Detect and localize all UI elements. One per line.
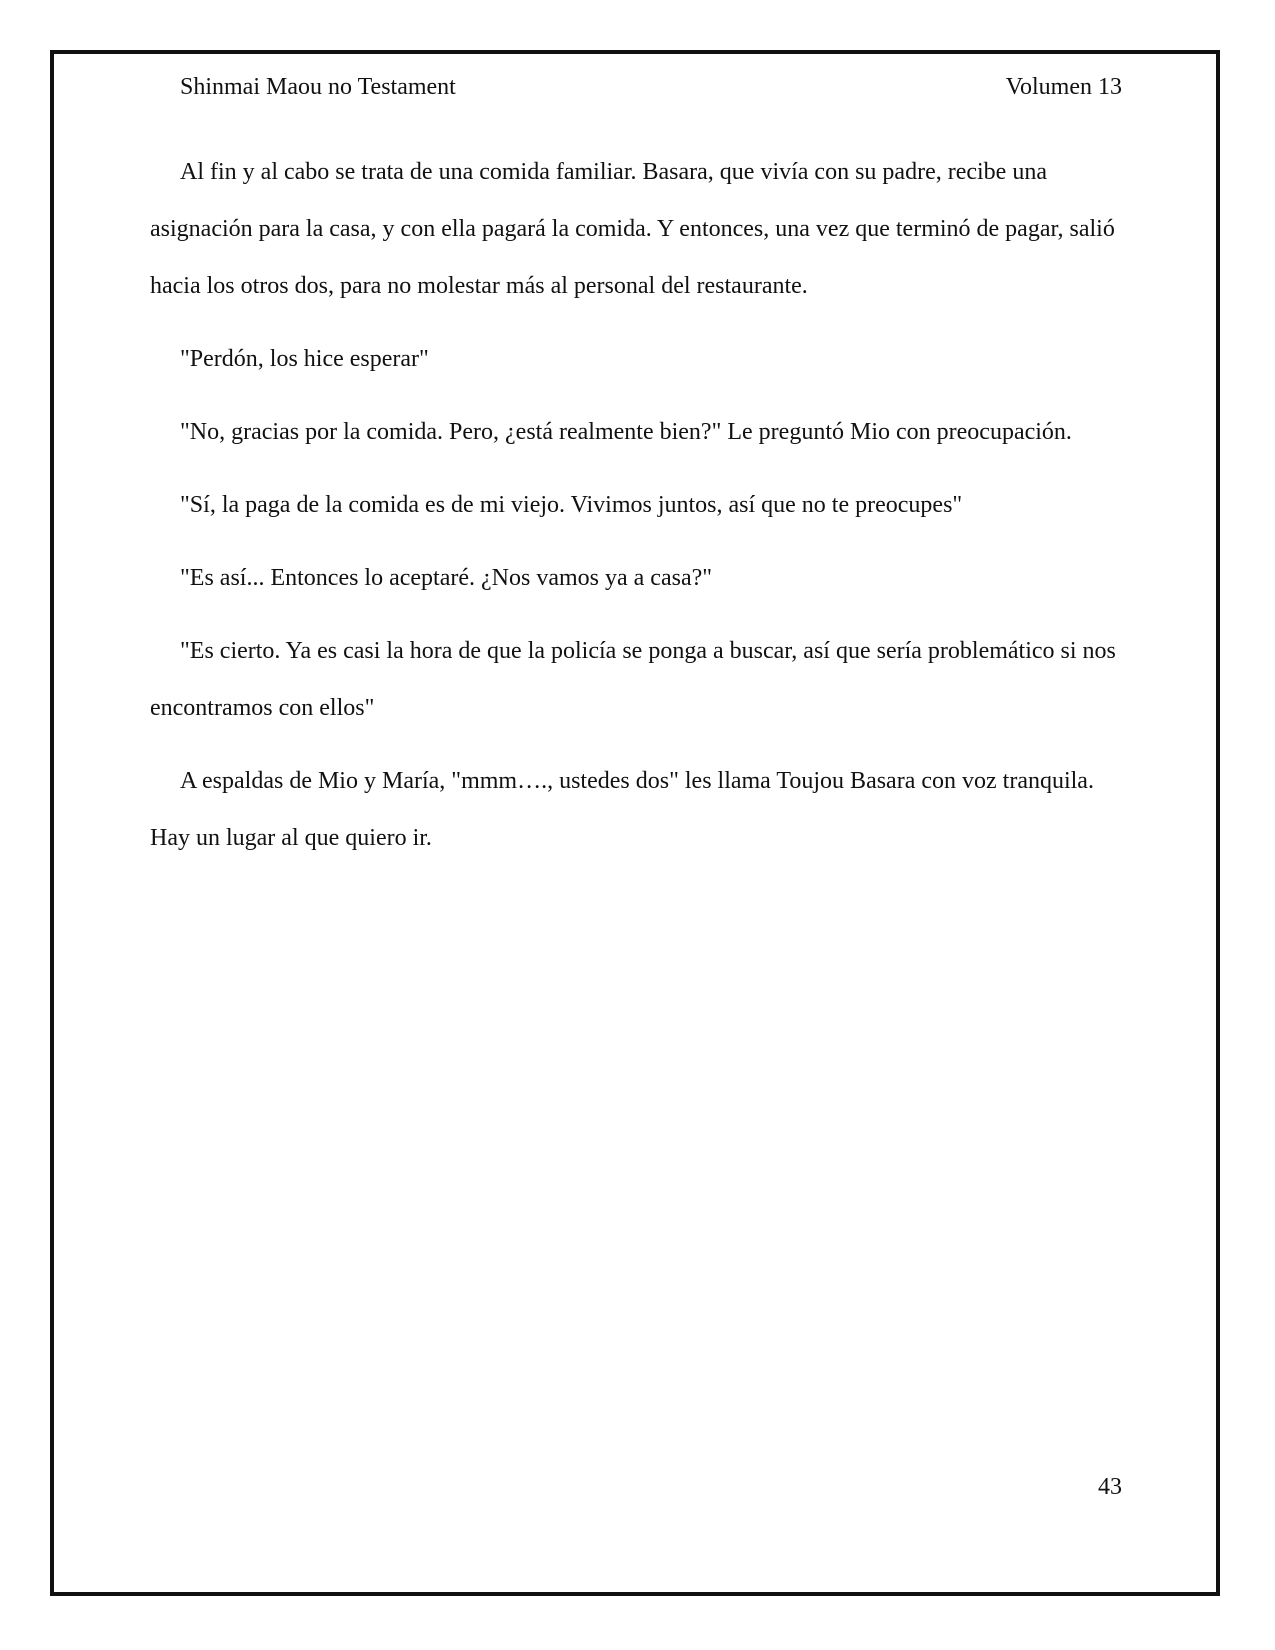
volume-label: Volumen 13	[1005, 74, 1122, 100]
paragraph: "Es así... Entonces lo aceptaré. ¿Nos vamos ya a casa?"	[180, 565, 713, 591]
paragraph: "Es cierto. Ya es casi la hora de que la policía se ponga a buscar, así que sería problemático si nos encontramos con ellos"	[150, 638, 1116, 721]
page-number: 43	[1098, 1474, 1122, 1500]
paragraph: Al fin y al cabo se trata de una comida familiar. Basara, que vivía con su padre, recibe una asignación para la casa, y con ella pagará la comida. Y entonces, una vez que terminó de pagar, salió hacia los otros dos, para no molestar más al personal del restaurante.	[150, 159, 1115, 299]
body-text	[150, 144, 1122, 883]
paragraph: "No, gracias por la comida. Pero, ¿está realmente bien?" Le preguntó Mio con preocupación.	[180, 419, 1072, 445]
book-title: Shinmai Maou no Testament	[180, 74, 456, 100]
page-header	[180, 70, 1122, 104]
paragraph: "Perdón, los hice esperar"	[180, 346, 429, 372]
paragraph: A espaldas de Mio y María, "mmm…., ustedes dos" les llama Toujou Basara con voz tranquila. Hay un lugar al que quiero ir.	[150, 768, 1094, 851]
paragraph: "Sí, la paga de la comida es de mi viejo. Vivimos juntos, así que no te preocupes"	[180, 492, 963, 518]
